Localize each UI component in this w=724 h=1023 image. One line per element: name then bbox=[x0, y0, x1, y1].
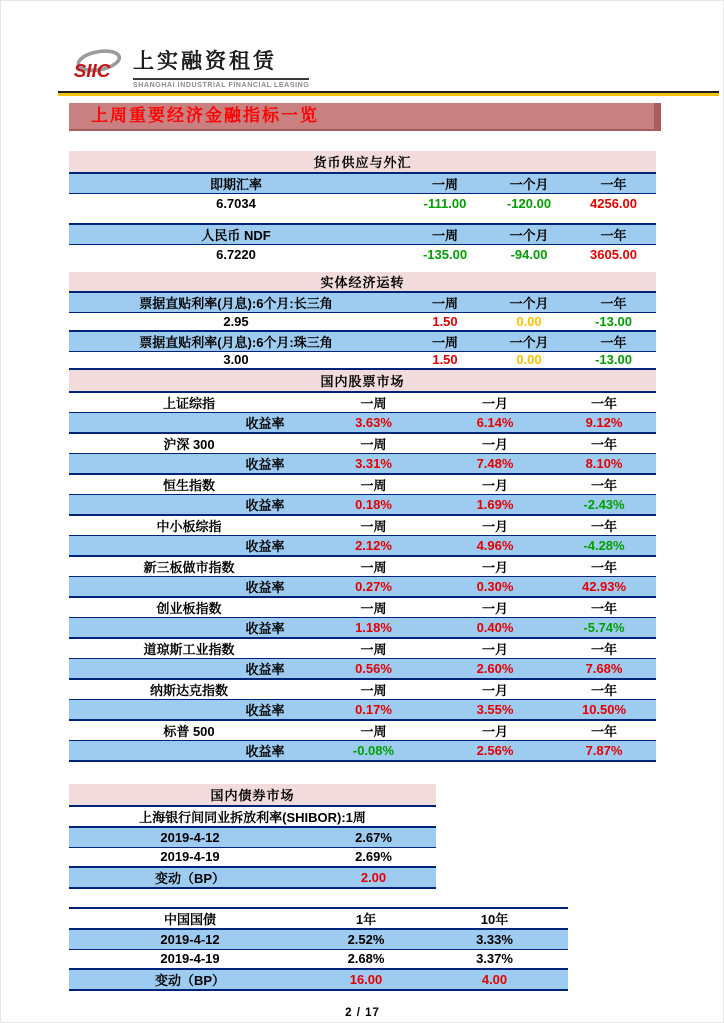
yield-year: -5.74% bbox=[552, 618, 656, 639]
col-header-month: 一月 bbox=[438, 556, 552, 577]
logo-text bbox=[133, 45, 309, 89]
yield-week: 0.56% bbox=[309, 659, 438, 680]
divider-gold-line bbox=[58, 93, 719, 96]
stock-yield-row bbox=[69, 741, 656, 762]
company-logo bbox=[71, 45, 723, 91]
stock-yield-row bbox=[69, 413, 656, 434]
change-year: 4256.00 bbox=[571, 194, 656, 214]
col-header-week: 一周 bbox=[403, 292, 487, 313]
treasury-table bbox=[69, 907, 568, 991]
yield-year: -2.43% bbox=[552, 495, 656, 516]
col-header-month: 一个月 bbox=[487, 331, 571, 352]
spacer-cell bbox=[69, 214, 656, 224]
col-header-week: 一周 bbox=[309, 679, 438, 700]
yield-month: 3.55% bbox=[438, 700, 552, 721]
indicator-name: 票据直贴利率(月息):6个月:珠三角 bbox=[69, 331, 403, 352]
stock-header-row bbox=[69, 474, 656, 495]
col-header-year: 一年 bbox=[552, 556, 656, 577]
col-header-week: 一周 bbox=[309, 474, 438, 495]
rate-value: 2.67% bbox=[311, 827, 436, 847]
date-label: 2019-4-12 bbox=[69, 929, 311, 949]
yield-month: 0.30% bbox=[438, 577, 552, 598]
empty-cell bbox=[69, 700, 221, 721]
yield-year: 10.50% bbox=[552, 700, 656, 721]
rate-10y: 3.37% bbox=[421, 949, 568, 969]
treasury-row bbox=[69, 949, 568, 969]
stock-yield-row bbox=[69, 536, 656, 557]
indicator-value-row bbox=[69, 313, 656, 331]
col-header-month: 一个月 bbox=[487, 292, 571, 313]
col-header-year: 一年 bbox=[552, 474, 656, 495]
col-header-month: 一月 bbox=[438, 433, 552, 454]
indicator-header-row bbox=[69, 224, 656, 245]
date-label: 2019-4-19 bbox=[69, 847, 311, 867]
stock-header-row bbox=[69, 597, 656, 618]
col-header-year: 一年 bbox=[552, 392, 656, 413]
shibor-subtitle: 上海银行间同业拆放利率(SHIBOR):1周 bbox=[69, 806, 436, 827]
indicator-value-row bbox=[69, 194, 656, 214]
forex-table bbox=[69, 151, 656, 264]
yield-month: 0.40% bbox=[438, 618, 552, 639]
col-header-week: 一周 bbox=[403, 331, 487, 352]
economy-table bbox=[69, 272, 656, 370]
col-header-week: 一周 bbox=[309, 392, 438, 413]
empty-cell bbox=[69, 495, 221, 516]
stock-name: 标普 500 bbox=[69, 720, 309, 741]
change-month: -94.00 bbox=[487, 244, 571, 264]
change-year: -13.00 bbox=[571, 351, 656, 369]
yield-label: 收益率 bbox=[221, 536, 309, 557]
company-name-cn: 上实融资租赁 bbox=[133, 45, 309, 80]
stock-yield-row bbox=[69, 700, 656, 721]
yield-year: 7.68% bbox=[552, 659, 656, 680]
indicator-name: 票据直贴利率(月息):6个月:长三角 bbox=[69, 292, 403, 313]
rate-10y: 3.33% bbox=[421, 929, 568, 949]
stock-header-row bbox=[69, 638, 656, 659]
rate-1y: 2.52% bbox=[311, 929, 421, 949]
indicator-header-row bbox=[69, 173, 656, 194]
treasury-row bbox=[69, 929, 568, 949]
empty-cell bbox=[69, 577, 221, 598]
col-header-week: 一周 bbox=[309, 433, 438, 454]
col-header-month: 一个月 bbox=[487, 224, 571, 245]
empty-cell bbox=[69, 454, 221, 475]
change-value: 2.00 bbox=[311, 867, 436, 888]
col-header-year: 一年 bbox=[552, 515, 656, 536]
page-number: 2 / 17 bbox=[345, 1007, 380, 1019]
col-header-week: 一周 bbox=[403, 224, 487, 245]
date-label: 2019-4-19 bbox=[69, 949, 311, 969]
yield-week: 3.63% bbox=[309, 413, 438, 434]
stock-name: 上证综指 bbox=[69, 392, 309, 413]
empty-cell bbox=[69, 741, 221, 762]
shibor-subtitle-row bbox=[69, 806, 436, 827]
col-header-10y: 10年 bbox=[480, 912, 509, 927]
siic-logo-icon bbox=[71, 47, 125, 87]
yield-year: 42.93% bbox=[552, 577, 656, 598]
stock-yield-row bbox=[69, 618, 656, 639]
col-header-year: 一年 bbox=[571, 173, 656, 194]
stock-yield-row bbox=[69, 495, 656, 516]
stock-name: 中小板综指 bbox=[69, 515, 309, 536]
siic-logo-mark: SIIC bbox=[73, 60, 111, 82]
indicator-header-row bbox=[69, 331, 656, 352]
yield-year: 7.87% bbox=[552, 741, 656, 762]
change-week: -135.00 bbox=[403, 244, 487, 264]
rate-value: 2.69% bbox=[311, 847, 436, 867]
section-header-row bbox=[69, 272, 656, 292]
stock-header-row bbox=[69, 679, 656, 700]
change-1y: 16.00 bbox=[311, 969, 421, 990]
indicator-name: 即期汇率 bbox=[69, 173, 403, 194]
change-week: 1.50 bbox=[403, 351, 487, 369]
yield-label: 收益率 bbox=[221, 659, 309, 680]
yield-week: 0.27% bbox=[309, 577, 438, 598]
report-title-banner bbox=[69, 103, 661, 131]
stock-header-row bbox=[69, 720, 656, 741]
yield-label: 收益率 bbox=[221, 700, 309, 721]
col-header-week: 一周 bbox=[403, 173, 487, 194]
change-label: 变动（BP） bbox=[69, 867, 311, 888]
empty-cell bbox=[69, 536, 221, 557]
col-header-month: 一个月 bbox=[487, 173, 571, 194]
indicator-value-row bbox=[69, 351, 656, 369]
change-month: -120.00 bbox=[487, 194, 571, 214]
col-header-month: 一月 bbox=[438, 392, 552, 413]
change-week: -111.00 bbox=[403, 194, 487, 214]
stock-yield-row bbox=[69, 577, 656, 598]
col-header-month: 一月 bbox=[438, 679, 552, 700]
yield-week: 1.18% bbox=[309, 618, 438, 639]
yield-week: 0.17% bbox=[309, 700, 438, 721]
yield-year: -4.28% bbox=[552, 536, 656, 557]
shibor-change-row bbox=[69, 867, 436, 888]
yield-label: 收益率 bbox=[221, 495, 309, 516]
indicator-value: 6.7034 bbox=[69, 194, 403, 214]
treasury-change-row bbox=[69, 969, 568, 990]
stock-name: 新三板做市指数 bbox=[69, 556, 309, 577]
empty-cell bbox=[69, 413, 221, 434]
change-month: 0.00 bbox=[487, 313, 571, 331]
indicator-header-row bbox=[69, 292, 656, 313]
date-label: 2019-4-12 bbox=[69, 827, 311, 847]
col-header-1y: 1年 bbox=[355, 912, 377, 927]
stock-name: 纳斯达克指数 bbox=[69, 679, 309, 700]
stock-name: 沪深 300 bbox=[69, 433, 309, 454]
yield-label: 收益率 bbox=[221, 741, 309, 762]
col-header-year: 一年 bbox=[552, 720, 656, 741]
yield-week: 3.31% bbox=[309, 454, 438, 475]
yield-month: 4.96% bbox=[438, 536, 552, 557]
col-header-year: 一年 bbox=[571, 224, 656, 245]
stock-header-row bbox=[69, 556, 656, 577]
section-title: 货币供应与外汇 bbox=[69, 151, 656, 173]
stocks-table bbox=[69, 370, 656, 762]
section-title: 国内股票市场 bbox=[69, 370, 656, 392]
change-year: 3605.00 bbox=[571, 244, 656, 264]
stock-yield-row bbox=[69, 659, 656, 680]
yield-month: 2.60% bbox=[438, 659, 552, 680]
col-header-week: 一周 bbox=[309, 720, 438, 741]
stock-name: 恒生指数 bbox=[69, 474, 309, 495]
change-year: -13.00 bbox=[571, 313, 656, 331]
col-header-month: 一月 bbox=[438, 597, 552, 618]
change-label: 变动（BP） bbox=[69, 969, 311, 990]
yield-label: 收益率 bbox=[221, 577, 309, 598]
empty-cell bbox=[69, 659, 221, 680]
indicator-value: 3.00 bbox=[69, 351, 403, 369]
change-week: 1.50 bbox=[403, 313, 487, 331]
col-header-month: 一月 bbox=[438, 474, 552, 495]
indicator-value-row bbox=[69, 244, 656, 264]
col-header-week: 一周 bbox=[309, 597, 438, 618]
stock-name: 道琼斯工业指数 bbox=[69, 638, 309, 659]
indicator-name: 人民币 NDF bbox=[69, 224, 403, 245]
col-header-year: 一年 bbox=[552, 597, 656, 618]
col-header-week: 一周 bbox=[309, 556, 438, 577]
col-header-year: 一年 bbox=[552, 638, 656, 659]
col-header-week: 一周 bbox=[309, 515, 438, 536]
stock-header-row bbox=[69, 515, 656, 536]
treasury-name: 中国国债 bbox=[163, 912, 216, 927]
stock-header-row bbox=[69, 392, 656, 413]
treasury-header-row bbox=[69, 908, 568, 929]
col-header-year: 一年 bbox=[552, 433, 656, 454]
company-name-en: SHANGHAI INDUSTRIAL FINANCIAL LEASING bbox=[133, 82, 310, 89]
shibor-row bbox=[69, 847, 436, 867]
yield-label: 收益率 bbox=[221, 413, 309, 434]
section-header-row bbox=[69, 151, 656, 173]
yield-week: -0.08% bbox=[309, 741, 438, 762]
yield-month: 1.69% bbox=[438, 495, 552, 516]
yield-month: 7.48% bbox=[438, 454, 552, 475]
report-title: 上周重要经济金融指标一览 bbox=[91, 106, 319, 125]
yield-year: 8.10% bbox=[552, 454, 656, 475]
col-header-month: 一月 bbox=[438, 638, 552, 659]
stock-name: 创业板指数 bbox=[69, 597, 309, 618]
section-header-row bbox=[69, 370, 656, 392]
col-header-year: 一年 bbox=[571, 292, 656, 313]
col-header-year: 一年 bbox=[552, 679, 656, 700]
col-header-month: 一月 bbox=[438, 720, 552, 741]
yield-week: 2.12% bbox=[309, 536, 438, 557]
header-divider bbox=[58, 91, 719, 96]
yield-label: 收益率 bbox=[221, 618, 309, 639]
yield-month: 2.56% bbox=[438, 741, 552, 762]
empty-cell bbox=[69, 618, 221, 639]
section-title: 实体经济运转 bbox=[69, 272, 656, 292]
stock-header-row bbox=[69, 433, 656, 454]
yield-label: 收益率 bbox=[221, 454, 309, 475]
rate-1y: 2.68% bbox=[311, 949, 421, 969]
yield-year: 9.12% bbox=[552, 413, 656, 434]
col-header-year: 一年 bbox=[571, 331, 656, 352]
shibor-row bbox=[69, 827, 436, 847]
stock-yield-row bbox=[69, 454, 656, 475]
yield-week: 0.18% bbox=[309, 495, 438, 516]
bond-market-table bbox=[69, 784, 436, 889]
indicator-value: 6.7220 bbox=[69, 244, 403, 264]
col-header-month: 一月 bbox=[438, 515, 552, 536]
indicator-value: 2.95 bbox=[69, 313, 403, 331]
change-10y: 4.00 bbox=[421, 969, 568, 990]
section-title: 国内债券市场 bbox=[69, 784, 436, 806]
yield-month: 6.14% bbox=[438, 413, 552, 434]
section-header-row bbox=[69, 784, 436, 806]
spacer-row bbox=[69, 214, 656, 224]
col-header-week: 一周 bbox=[309, 638, 438, 659]
change-month: 0.00 bbox=[487, 351, 571, 369]
